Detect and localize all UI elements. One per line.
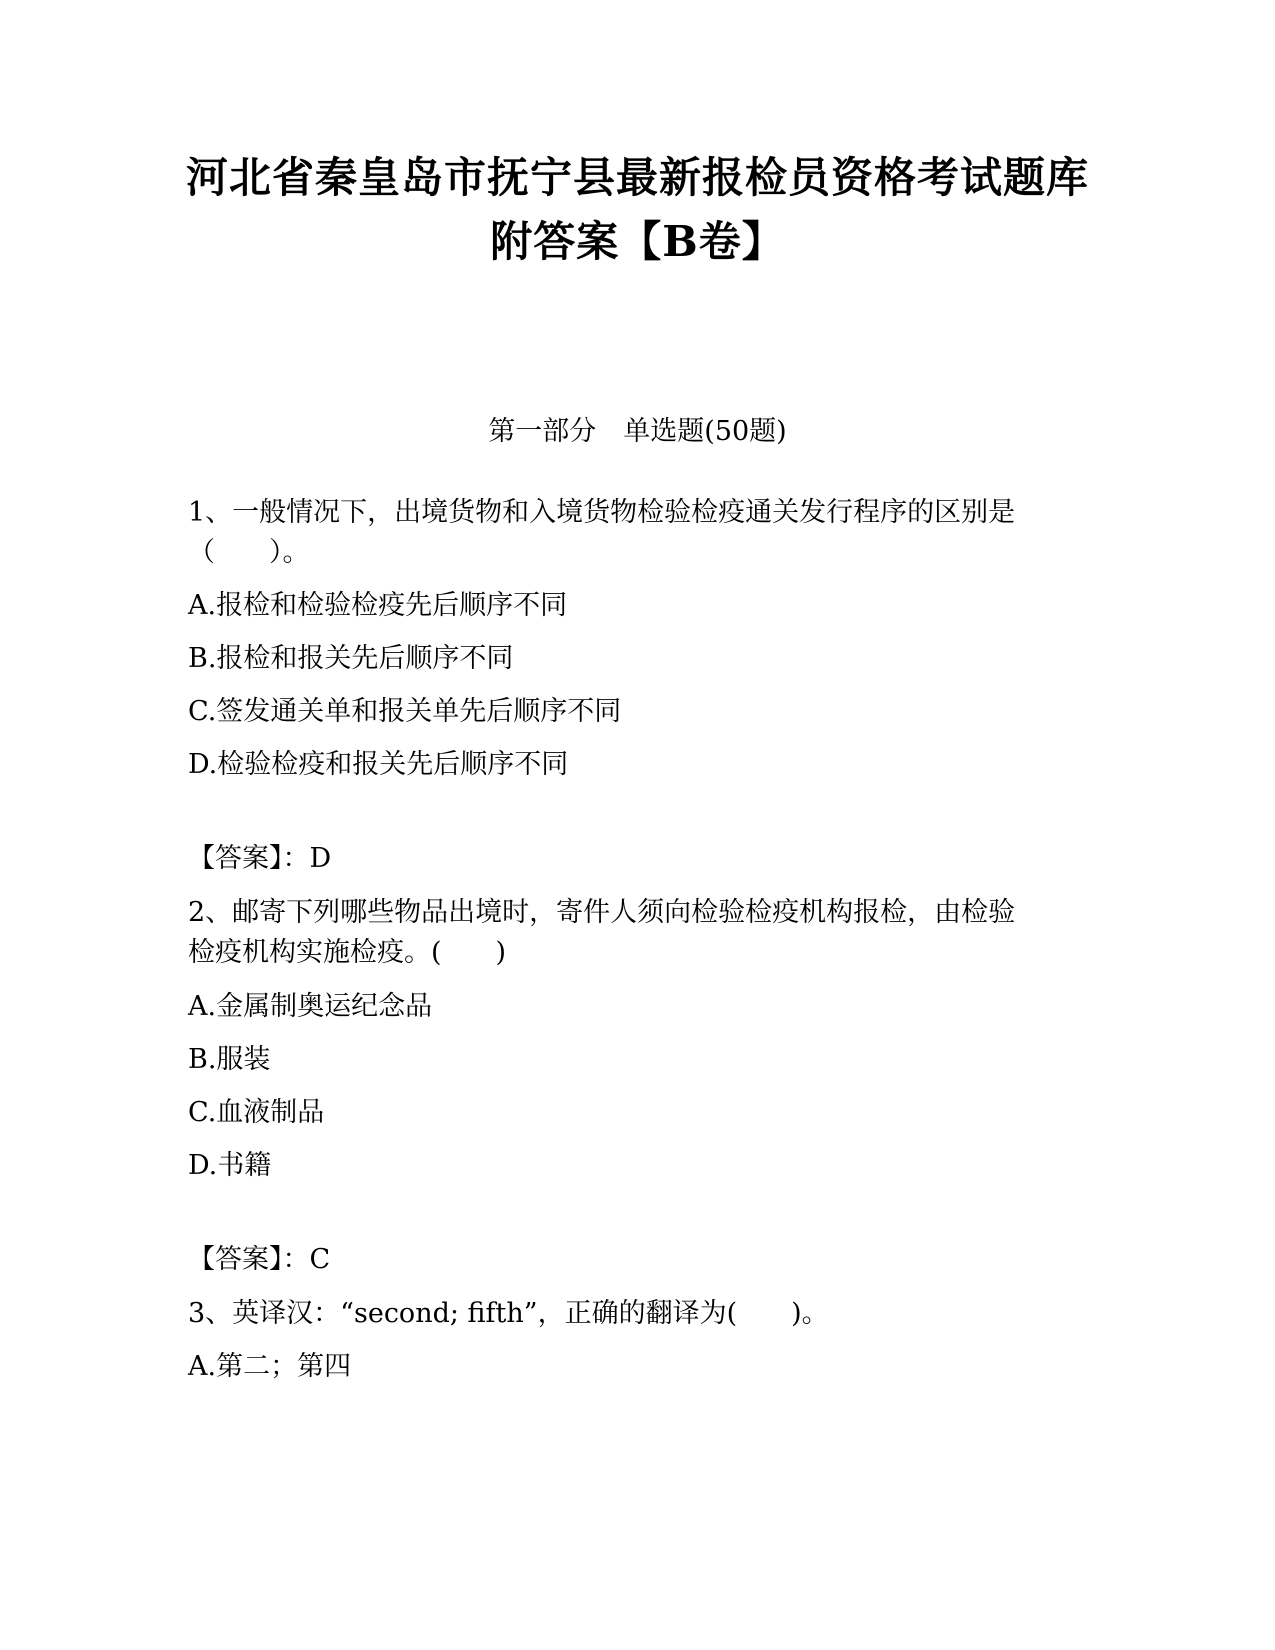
question-2-stem-line-1: 2、邮寄下列哪些物品出境时，寄件人须向检验检疫机构报检，由检验	[188, 897, 1016, 928]
document-title-line-1: 河北省秦皇岛市抚宁县最新报检员资格考试题库	[185, 153, 1089, 202]
question-2-option-a: A.金属制奥运纪念品	[188, 991, 433, 1022]
question-3-stem-line-1: 3、英译汉：“second; fifth”，正确的翻译为( )。	[188, 1298, 829, 1329]
question-1-option-a: A.报检和检验检疫先后顺序不同	[188, 590, 568, 621]
question-1-option-c: C.签发通关单和报关单先后顺序不同	[188, 696, 622, 727]
question-3-option-a: A.第二；第四	[188, 1351, 352, 1382]
document-title-line-2: 附答案【B卷】	[490, 217, 785, 266]
question-2-option-b: B.服装	[188, 1044, 271, 1075]
question-2-option-d: D.书籍	[188, 1150, 272, 1181]
question-1-stem-line-1: 1、一般情况下，出境货物和入境货物检验检疫通关发行程序的区别是	[188, 497, 1016, 528]
question-1-stem-line-2: （ ）。	[188, 537, 310, 568]
section-heading: 第一部分 单选题(50题)	[488, 416, 787, 447]
question-1-answer: 【答案】：D	[188, 843, 332, 874]
question-2-answer: 【答案】：C	[188, 1244, 331, 1275]
question-1-option-b: B.报检和报关先后顺序不同	[188, 643, 514, 674]
question-2-stem-line-2: 检疫机构实施检疫。( )	[188, 937, 507, 968]
question-2-option-c: C.血液制品	[188, 1097, 325, 1128]
question-1-option-d: D.检验检疫和报关先后顺序不同	[188, 749, 569, 780]
